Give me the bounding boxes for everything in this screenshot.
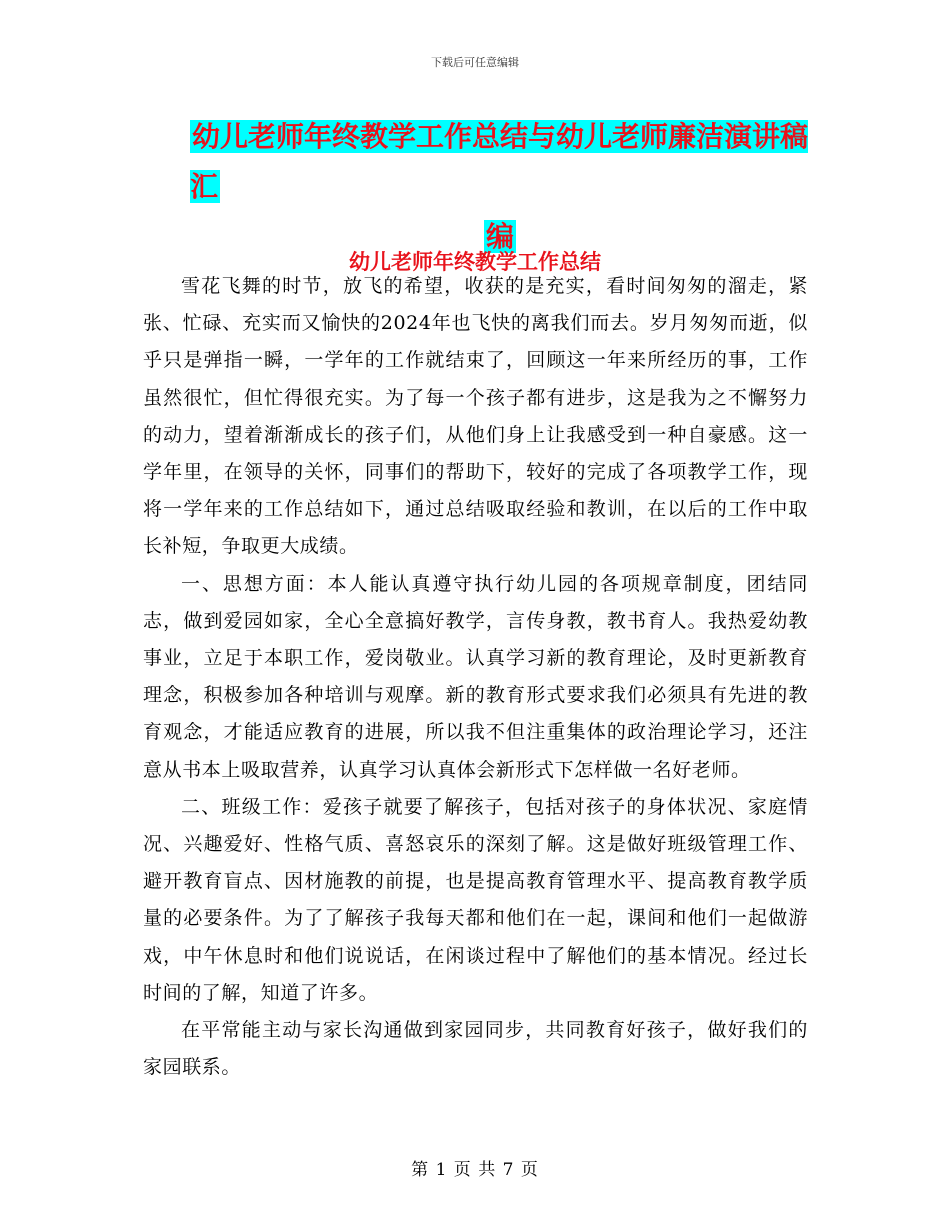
document-title <box>190 112 810 262</box>
paragraph-intro: 雪花飞舞的时节，放飞的希望，收获的是充实，看时间匆匆的溜走，紧张、忙碌、充实而又愉快的2024年也飞快的离我们而去。岁月匆匆而逝，似乎只是弹指一瞬，一学年的工作就结束了，回顾这一年来所经历的事，工作虽然很忙，但忙得很充实。为了每一个孩子都有进步，这是我为之不懈努力的动力，望着渐渐成长的孩子们，从他们身上让我感受到一种自豪感。这一学年里，在领导的关怀，同事们的帮助下，较好的完成了各项教学工作，现将一学年来的工作总结如下，通过总结吸取经验和教训，在以后的工作中取长补短，争取更大成绩。 <box>143 275 808 558</box>
title-line-1 <box>190 112 810 212</box>
header-note: 下载后可任意编辑 <box>431 56 519 69</box>
title-text-2: 编 <box>485 220 514 253</box>
paragraph-parents: 在平常能主动与家长沟通做到家园同步，共同教育好孩子，做好我们的家园联系。 <box>143 1019 808 1079</box>
section-title: 幼儿老师年终教学工作总结 <box>349 250 601 274</box>
title-text-1: 幼儿老师年终教学工作总结与幼儿老师廉洁演讲稿汇 <box>190 120 809 203</box>
paragraph-thoughts: 一、思想方面：本人能认真遵守执行幼儿园的各项规章制度，团结同志，做到爱园如家，全心全意搞好教学，言传身教，教书育人。我热爱幼教事业，立足于本职工作，爱岗敬业。认真学习新的教育理论，及时更新教育理念，积极参加各种培训与观摩。新的教育形式要求我们必须具有先进的教育观念，才能适应教育的进展，所以我不但注重集体的政治理论学习，还注意从书本上吸取营养，认真学习认真体会新形式下怎样做一名好老师。 <box>143 572 808 781</box>
document-body <box>143 268 808 1086</box>
page-number: 第 1 页 共 7 页 <box>411 1160 539 1180</box>
paragraph-class-work: 二、班级工作：爱孩子就要了解孩子，包括对孩子的身体状况、家庭情况、兴趣爱好、性格气质、喜怒哀乐的深刻了解。这是做好班级管理工作、避开教育盲点、因材施教的前提，也是提高教育管理水平、提高教育教学质量的必要条件。为了了解孩子我每天都和他们在一起，课间和他们一起做游戏，中午休息时和他们说说话，在闲谈过程中了解他们的基本情况。经过长时间的了解，知道了许多。 <box>143 795 808 1004</box>
